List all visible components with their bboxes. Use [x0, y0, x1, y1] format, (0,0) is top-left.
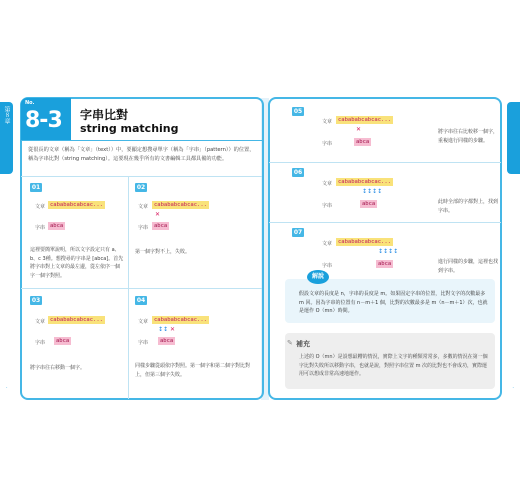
step-badge-07: 07: [293, 229, 303, 236]
text-strip: cabababcabcac...: [50, 202, 103, 208]
mismatch-mark: ✕: [170, 326, 176, 333]
text-strip: cabababcabcac...: [338, 239, 391, 245]
text-label: 文章: [138, 204, 149, 210]
step-badge-01: 01: [31, 184, 41, 191]
step-desc-04: 同樣步驟從頭依序對照。第一個字和第二個字對比對上，但第三個字失敗。: [135, 363, 251, 378]
text-strip: cabababcabcac...: [154, 317, 207, 323]
pattern-label: 字串: [322, 263, 333, 269]
step-desc-01: 這裡要簡單說明，所以文字設定只有 a、b、c 3種。想搜尋的字串是 [abca]。首先將字串對上文章的最左邊，從左依序一個字一個字對照。: [30, 247, 124, 279]
pattern-strip: abca: [154, 223, 168, 229]
grid-line: [269, 162, 501, 163]
supplement-text: 上述的 O（mn）是設想最糟的情況，實際上文字的種類常常多，多數的情況在第一個字比對失敗所以移動字串，也就是說，對照字串位置 m 次的比對也不會成功，實際運用可以想成非常高速地運作。: [299, 354, 488, 377]
step-badge-04: 04: [136, 297, 146, 304]
supplement-heading: 補充: [296, 340, 310, 348]
mismatch-mark: ✕: [356, 126, 362, 133]
text-strip: cabababcabcac...: [154, 202, 207, 208]
step-desc-07: 進行同樣的步驟，這裡也找到字串。: [438, 259, 499, 274]
pattern-strip: abca: [56, 338, 70, 344]
page-number-left: ·: [6, 385, 8, 391]
pattern-strip: abca: [362, 201, 376, 207]
text-label: 文章: [138, 319, 149, 325]
explanation-badge: 解說: [307, 270, 329, 284]
text-label: 文章: [35, 204, 46, 210]
chapter-side-tab: [0, 102, 13, 174]
step-badge-03: 03: [31, 297, 41, 304]
match-mark: ↕↕: [158, 326, 169, 333]
explanation-text: 假設文章的長度是 n，字串的長度是 m。如果固定字串的位置，比對文字的次數最多 m 回。因為字串的位置有 n－m＋1 個，比對的次數最多是 m（n－m＋1）次，也就是運作 O（mn）時間。: [299, 291, 488, 314]
match-mark: ↕↕↕↕: [378, 248, 399, 255]
text-label: 文章: [35, 319, 46, 325]
section-number-box: [21, 98, 71, 140]
text-label: 文章: [322, 181, 333, 187]
mismatch-mark: ✕: [155, 211, 161, 218]
text-strip: cabababcabcac...: [50, 317, 103, 323]
step-desc-06: 此時全部的字都對上，找到字串。: [438, 199, 499, 214]
page-title-en: string matching: [80, 122, 179, 135]
pattern-strip: abca: [160, 338, 174, 344]
title-divider: [21, 140, 262, 141]
step-desc-03: 將字串往右移動一個字。: [30, 365, 86, 371]
pattern-strip: abca: [50, 223, 64, 229]
pattern-label: 字串: [322, 141, 333, 147]
match-mark: ↕↕↕↕: [362, 188, 383, 195]
step-badge-06: 06: [293, 169, 303, 176]
page-title-zh: 字串比對: [80, 108, 129, 122]
grid-line: [269, 222, 501, 223]
step-desc-02: 第一個字對不上，失敗。: [135, 249, 191, 255]
pencil-icon: ✎: [287, 339, 293, 347]
text-label: 文章: [322, 119, 333, 125]
step-badge-02: 02: [136, 184, 146, 191]
step-desc-05: 將字串往右比較移一個字，重複進行同樣的步驟。: [438, 129, 499, 144]
grid-line: [21, 288, 262, 289]
pattern-strip: abca: [378, 261, 392, 267]
pattern-label: 字串: [35, 340, 46, 346]
pattern-label: 字串: [35, 225, 46, 231]
pattern-strip: abca: [356, 139, 370, 145]
text-strip: cabababcabcac...: [338, 179, 391, 185]
text-strip: cabababcabcac...: [338, 117, 391, 123]
chapter-label: 第８章: [3, 106, 10, 124]
section-number: 8-3: [25, 108, 62, 133]
step-badge-05: 05: [293, 108, 303, 115]
pattern-label: 字串: [138, 340, 149, 346]
intro-paragraph: 從很長的文章（稱為「文章」（text））中，要顯定想搜尋單字（稱為「字串」（pattern））的位置，稱為字串比對（string matching）。這要現在幾乎所有的文書編輯工具都具備的功能。: [28, 147, 255, 162]
pattern-label: 字串: [322, 203, 333, 209]
text-label: 文章: [322, 241, 333, 247]
no-label: No.: [25, 100, 35, 106]
grid-line: [21, 176, 262, 177]
page-number-right: ·: [512, 385, 514, 391]
section-side-tab: [507, 102, 520, 174]
grid-line: [128, 176, 129, 399]
pattern-label: 字串: [138, 225, 149, 231]
